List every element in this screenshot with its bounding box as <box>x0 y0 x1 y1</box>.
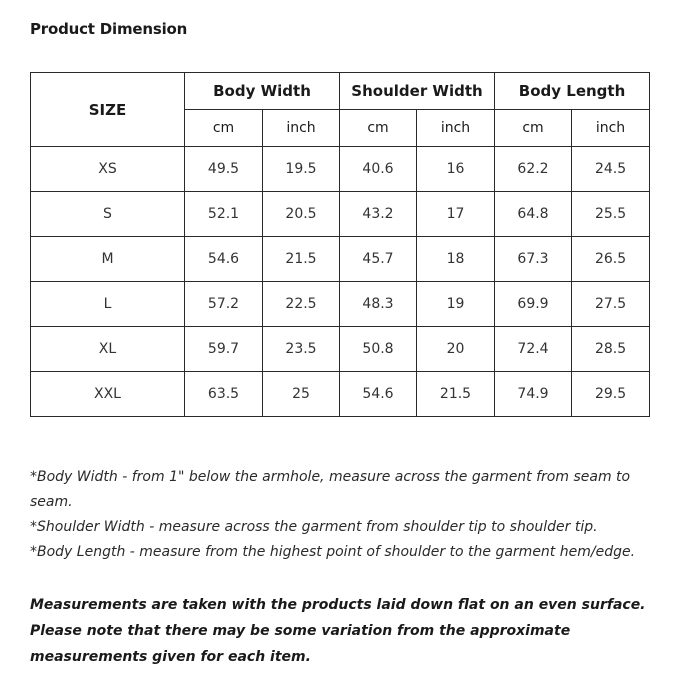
size-cell: XXL <box>31 372 185 417</box>
table-row <box>31 372 650 417</box>
value-cell: 20.5 <box>263 192 340 237</box>
value-cell: 40.6 <box>340 147 417 192</box>
value-cell: 27.5 <box>572 282 650 327</box>
body-length-note: *Body Length - measure from the highest point of shoulder to the garment hem/edge. <box>30 544 636 560</box>
value-cell: 17 <box>417 192 495 237</box>
value-cell: 19 <box>417 282 495 327</box>
value-cell: 26.5 <box>572 237 650 282</box>
table-row <box>31 147 650 192</box>
body-width-header: Body Width <box>185 73 340 110</box>
shoulder-width-note: *Shoulder Width - measure across the garment from shoulder tip to shoulder tip. <box>30 519 598 535</box>
table-row <box>31 237 650 282</box>
size-cell: L <box>31 282 185 327</box>
value-cell: 49.5 <box>185 147 263 192</box>
size-cell: XL <box>31 327 185 372</box>
value-cell: 63.5 <box>185 372 263 417</box>
value-cell: 54.6 <box>185 237 263 282</box>
value-cell: 21.5 <box>263 237 340 282</box>
value-cell: 21.5 <box>417 372 495 417</box>
value-cell: 64.8 <box>495 192 572 237</box>
table-row <box>31 327 650 372</box>
value-cell: 29.5 <box>572 372 650 417</box>
page-title: Product Dimension <box>30 20 188 38</box>
size-cell: S <box>31 192 185 237</box>
value-cell: 74.9 <box>495 372 572 417</box>
table-row <box>31 192 650 237</box>
value-cell: 16 <box>417 147 495 192</box>
value-cell: 20 <box>417 327 495 372</box>
size-cell: XS <box>31 147 185 192</box>
size-chart-table <box>30 72 650 417</box>
value-cell: 72.4 <box>495 327 572 372</box>
value-cell: 48.3 <box>340 282 417 327</box>
value-cell: 25 <box>263 372 340 417</box>
value-cell: 18 <box>417 237 495 282</box>
value-cell: 19.5 <box>263 147 340 192</box>
measurement-notes <box>30 465 655 565</box>
body-width-note: *Body Width - from 1" below the armhole, measure across the garment from seam to seam. <box>30 469 631 510</box>
unit-header: cm <box>340 110 417 147</box>
value-cell: 57.2 <box>185 282 263 327</box>
measurement-disclaimer: Measurements are taken with the products laid down flat on an even surface. Please note that there may be some variation from the approximate measurements given for each item. <box>30 597 646 665</box>
unit-header: cm <box>495 110 572 147</box>
shoulder-width-header: Shoulder Width <box>340 73 495 110</box>
unit-header: inch <box>263 110 340 147</box>
size-column-header: SIZE <box>31 73 185 147</box>
size-cell: M <box>31 237 185 282</box>
value-cell: 52.1 <box>185 192 263 237</box>
value-cell: 28.5 <box>572 327 650 372</box>
value-cell: 54.6 <box>340 372 417 417</box>
value-cell: 45.7 <box>340 237 417 282</box>
value-cell: 69.9 <box>495 282 572 327</box>
table-row <box>31 282 650 327</box>
value-cell: 67.3 <box>495 237 572 282</box>
value-cell: 62.2 <box>495 147 572 192</box>
value-cell: 50.8 <box>340 327 417 372</box>
value-cell: 43.2 <box>340 192 417 237</box>
unit-header: inch <box>572 110 650 147</box>
value-cell: 59.7 <box>185 327 263 372</box>
value-cell: 25.5 <box>572 192 650 237</box>
value-cell: 22.5 <box>263 282 340 327</box>
unit-header: inch <box>417 110 495 147</box>
body-length-header: Body Length <box>495 73 650 110</box>
unit-header: cm <box>185 110 263 147</box>
value-cell: 23.5 <box>263 327 340 372</box>
value-cell: 24.5 <box>572 147 650 192</box>
